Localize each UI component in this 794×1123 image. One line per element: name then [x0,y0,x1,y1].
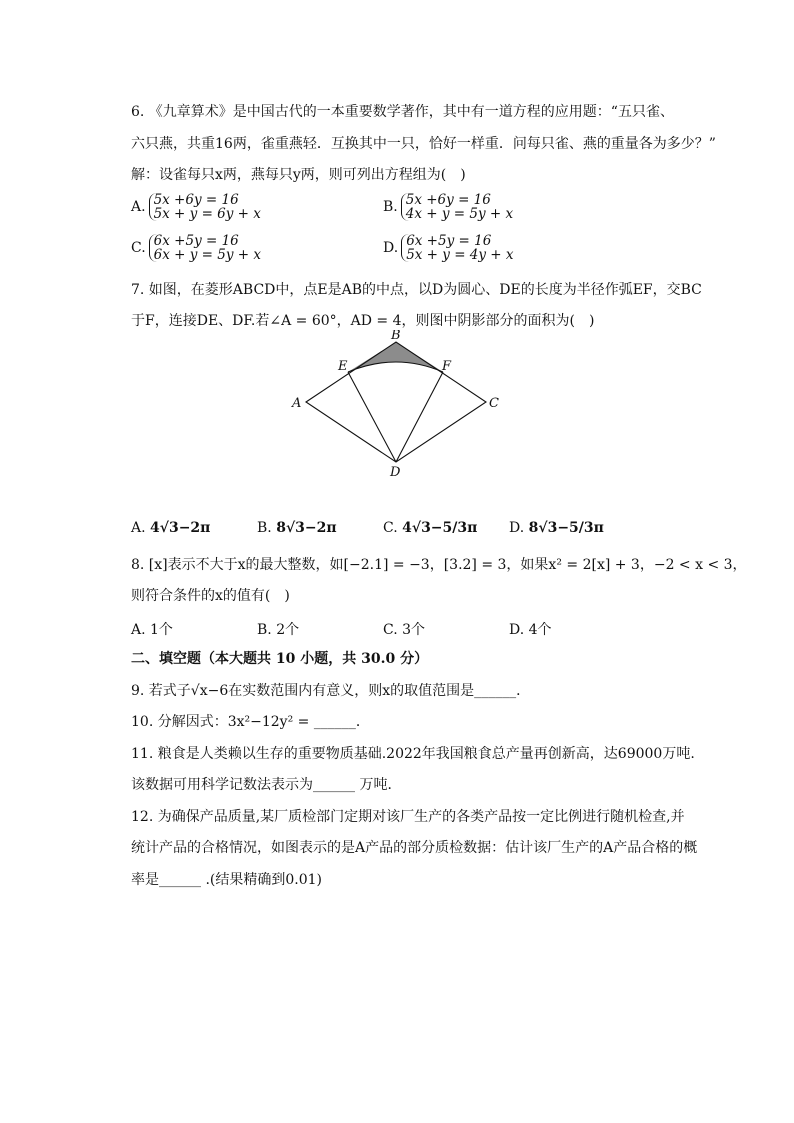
q8-option-b[interactable]: B. 2个 [257,622,300,638]
q11-line2: 该数据可用科学记数法表示为______ 万吨． [131,777,402,793]
q7-option-c[interactable]: C. 4√3−5/3π [383,520,478,536]
q10-line: 10. 分解因式：3x²−12y² = ______． [131,714,370,730]
segment-de [348,372,396,462]
q6-option-c[interactable]: C. 6x +5y = 16 6x + y = 5y + x [131,233,262,263]
q12-line1: 12. 为确保产品质量,某厂质检部门定期对该厂生产的各类产品按一定比例进行随机检查,并 [131,809,685,825]
q7-option-d[interactable]: D. 8√3−5/3π [509,520,604,536]
rhombus-figure [280,330,510,480]
q7-option-b[interactable]: B. 8√3−2π [257,520,337,536]
q6-option-d[interactable]: D. 6x +5y = 16 5x + y = 4y + x [383,233,514,263]
q9-line: 9. 若式子√x−6在实数范围内有意义，则x的取值范围是______． [131,683,531,699]
q6-line3: 解：设雀每只x两，燕每只y两，则可列出方程组为( ) [131,167,466,183]
label-b: B [391,330,401,343]
q6-option-a[interactable]: A. 5x +6y = 16 5x + y = 6y + x [131,192,261,222]
q7-option-a[interactable]: A. 4√3−2π [131,520,211,536]
q6-option-b[interactable]: B. 5x +6y = 16 4x + y = 5y + x [383,192,514,222]
q8-line1: 8. [x]表示不大于x的最大整数，如[−2.1] = −3，[3.2] = 3，如果x² = 2[x] + 3，−2 < x < 3， [131,557,747,573]
label-d: D [390,465,401,480]
q6-line1: 6. 《九章算术》是中国古代的一本重要数学著作，其中有一道方程的应用题：“五只雀、 [131,104,674,120]
section-heading: 二、填空题（本大题共 10 小题，共 30.0 分） [131,651,429,667]
q6-line2: 六只燕，共重16两，雀重燕轻．互换其中一只，恰好一样重．问每只雀、燕的重量各为多少？” [131,136,716,152]
q8-option-a[interactable]: A. 1个 [131,622,173,638]
segment-df [396,372,443,462]
q7-line2: 于F，连接DE、DF.若∠A = 60°，AD = 4，则图中阴影部分的面积为( ) [131,313,595,329]
label-e: E [338,359,348,374]
q11-line1: 11. 粮食是人类赖以生存的重要物质基础.2022年我国粮食总产量再创新高，达69000万吨. [131,746,695,762]
label-f: F [442,359,452,374]
q8-line2: 则符合条件的x的值有( ) [131,588,290,604]
q12-line2: 统计产品的合格情况，如图表示的是A产品的部分质检数据：估计该厂生产的A产品合格的概 [131,840,698,856]
q8-option-d[interactable]: D. 4个 [509,622,552,638]
q8-option-c[interactable]: C. 3个 [383,622,426,638]
q12-line3: 率是______ .(结果精确到0.01) [131,872,322,888]
label-c: C [489,396,499,411]
label-a: A [292,396,302,411]
q7-line1: 7. 如图，在菱形ABCD中，点E是AB的中点，以D为圆心、DE的长度为半径作弧EF，交BC [131,282,702,298]
